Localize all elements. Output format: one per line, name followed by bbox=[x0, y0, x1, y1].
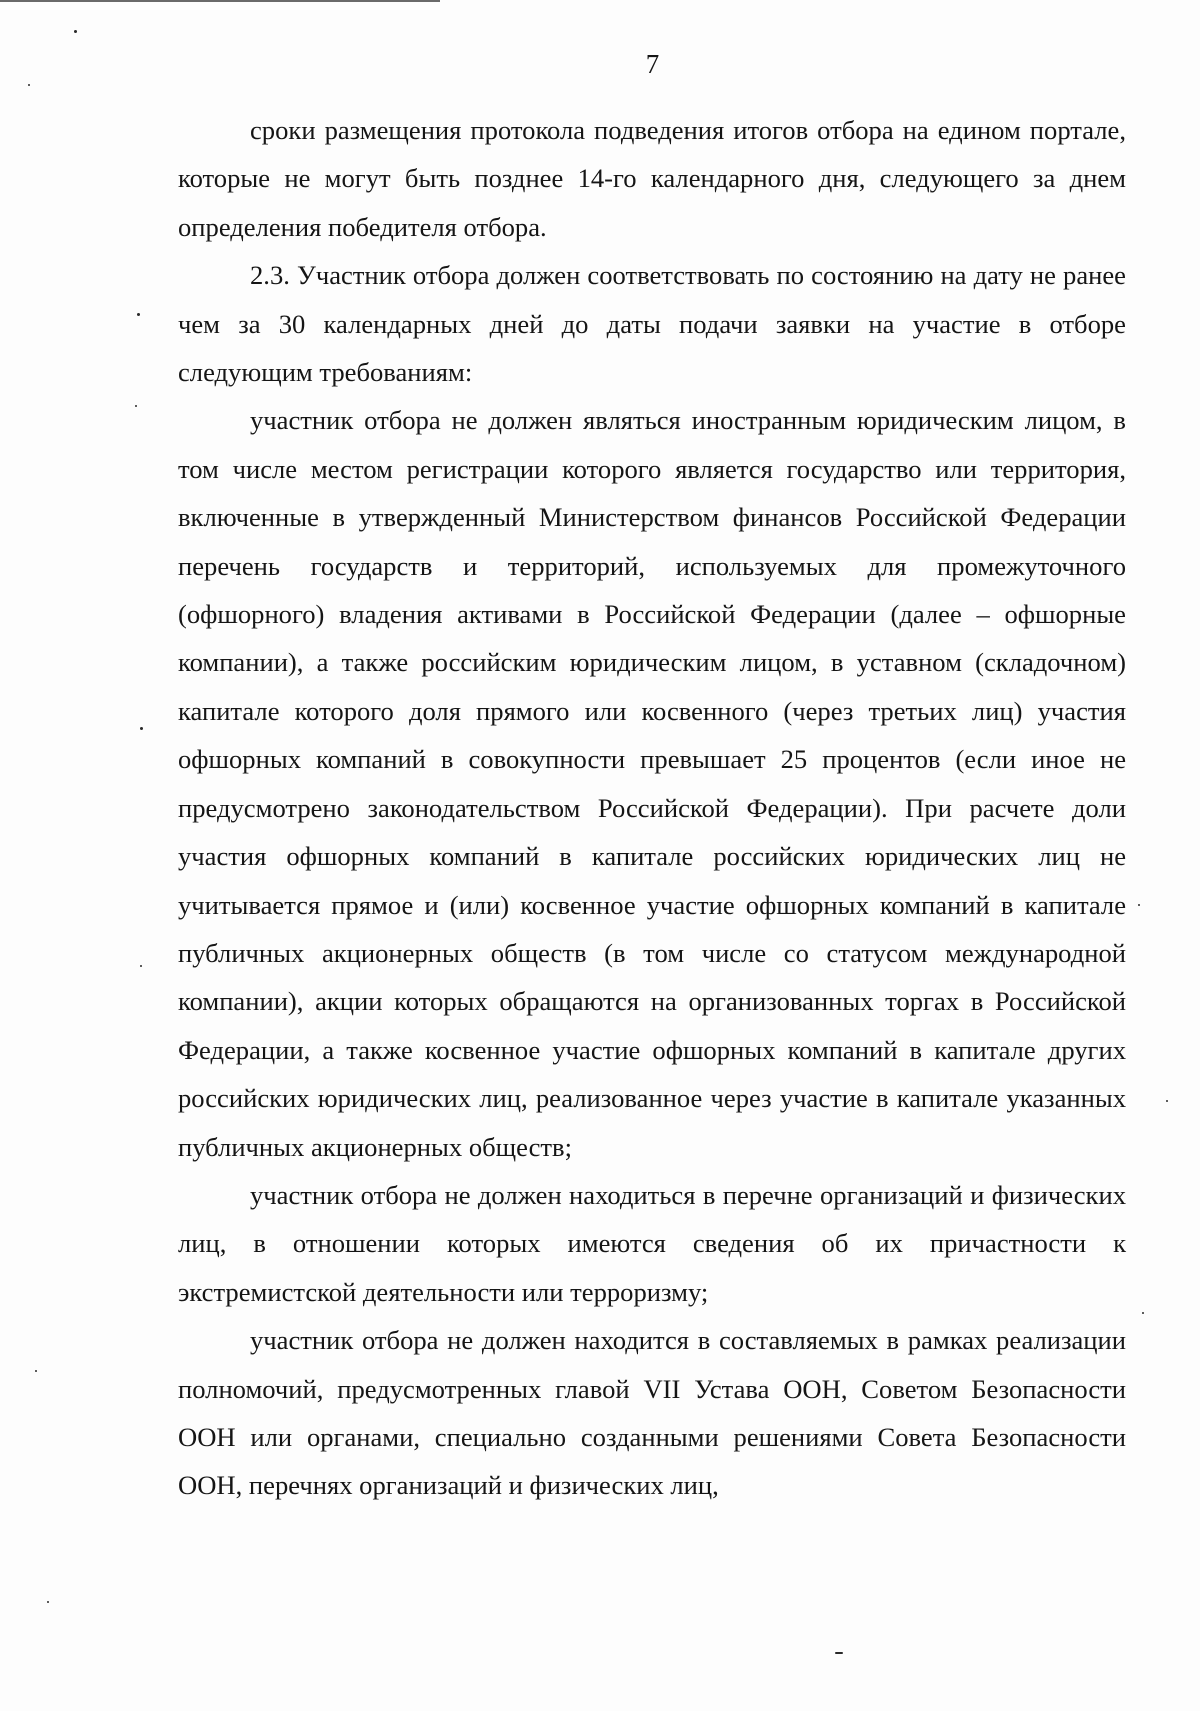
paragraph-un-sanctions-requirement: участник отбора не должен находится в составляемых в рамках реализации полномочий, предусмотренных главой VII Устава ООН, Советом Безопасности ООН или органами, специально созданными решениями Совета Безопасности ООН, перечнях организаций и физических лиц, bbox=[178, 1325, 1126, 1501]
document-body bbox=[178, 106, 1126, 1510]
scan-speck bbox=[28, 84, 30, 86]
scan-speck bbox=[35, 1370, 37, 1372]
scan-speck bbox=[135, 405, 137, 407]
scan-speck bbox=[1142, 1312, 1144, 1314]
paragraph-extremism-requirement: участник отбора не должен находиться в перечне организаций и физических лиц, в отношении которых имеются сведения об их причастности к экстремистской деятельности или терроризму; bbox=[178, 1179, 1126, 1307]
paragraph-offshore-requirement: участник отбора не должен являться иностранным юридическим лицом, в том числе местом регистрации которого является государство или территория, включенные в утвержденный Министерством финансов Российской Федерации перечень государств и территорий, используемых для промежуточного (офшорного) владения активами в Российской Федерации (далее – офшорные компании), а также российским юридическим лицом, в уставном (складочном) капитале которого доля прямого или косвенного (через третьих лиц) участия офшорных компаний в совокупности превышает 25 процентов (если иное не предусмотрено законодательством Российской Федерации). При расчете доли участия офшорных компаний в капитале российских юридических лиц не учитывается прямое и (или) косвенное участие офшорных компаний в капитале публичных акционерных обществ (в том числе со статусом международной компании), акции которых обращаются на организованных торгах в Российской Федерации, а также косвенное участие офшорных компаний в капитале других российских юридических лиц, реализованное через участие в капитале указанных публичных акционерных обществ; bbox=[178, 405, 1126, 1162]
scan-speck bbox=[137, 313, 140, 316]
scan-speck bbox=[74, 30, 77, 33]
scan-edge-line bbox=[0, 0, 440, 2]
scan-speck bbox=[835, 1652, 843, 1654]
scan-speck bbox=[1138, 904, 1140, 906]
paragraph-2-3-requirements: 2.3. Участник отбора должен соответствовать по состоянию на дату не ранее чем за 30 календарных дней до даты подачи заявки на участие в отборе следующим требованиям: bbox=[178, 260, 1126, 388]
scan-speck bbox=[1166, 1100, 1168, 1102]
paragraph-deadlines: сроки размещения протокола подведения итогов отбора на едином портале, которые не могут быть позднее 14-го календарного дня, следующего за днем определения победителя отбора. bbox=[178, 115, 1126, 242]
scan-speck bbox=[47, 1601, 49, 1603]
page-number: 7 bbox=[645, 49, 660, 79]
scan-speck bbox=[140, 727, 143, 730]
scan-speck bbox=[140, 965, 142, 967]
